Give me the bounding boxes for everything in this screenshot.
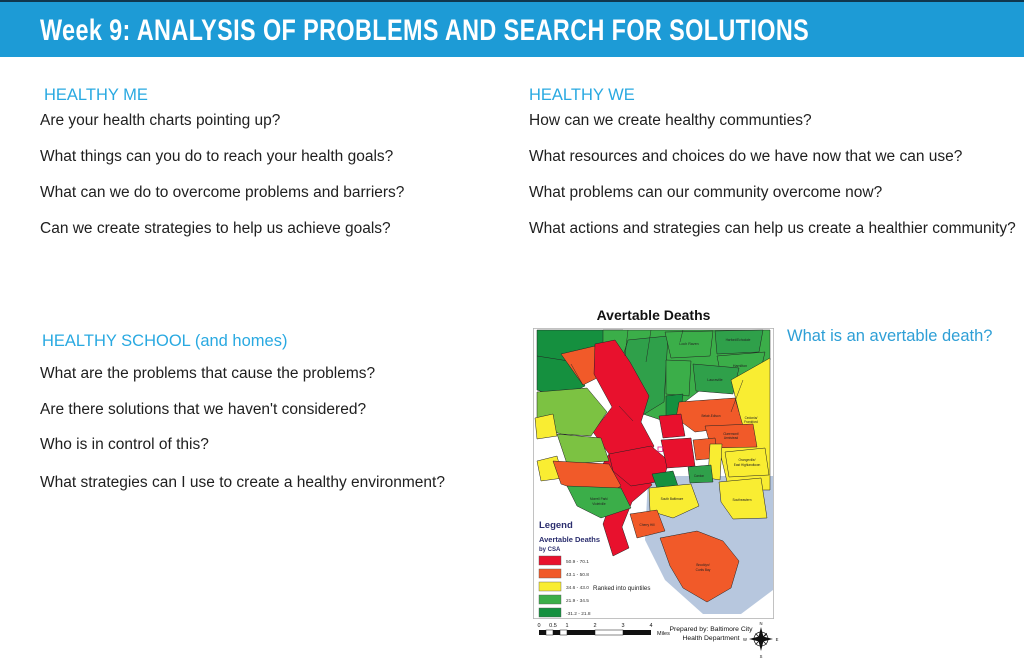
legend-range-q3: 34.6 - 43.0 xyxy=(566,586,589,591)
scale-bar xyxy=(537,623,670,637)
region-label: Cedonia/ xyxy=(744,416,758,420)
healthy-we-question-2: What resources and choices do we have now that we can use? xyxy=(529,148,963,165)
scale-segment xyxy=(567,630,595,635)
region-label: Orangeville/ xyxy=(738,458,756,462)
legend-range-q4: 21.9 - 34.5 xyxy=(566,599,589,604)
scale-tick-05: 0.5 xyxy=(549,623,557,629)
scale-tick-0: 0 xyxy=(537,623,541,629)
attribution-line-2: Health Department xyxy=(682,635,740,642)
region-label: Hamilton xyxy=(732,364,748,368)
healthy-school-question-1: What are the problems that cause the problems? xyxy=(40,365,376,382)
healthy-me-question-3: What can we do to overcome problems and barriers? xyxy=(40,184,405,201)
region-label: South Baltimore xyxy=(660,497,684,501)
compass-s: S xyxy=(759,654,763,659)
region-label: Violetville xyxy=(592,502,606,506)
map-attribution xyxy=(669,626,753,642)
healthy-school-question-3: Who is in control of this? xyxy=(40,436,209,453)
region-label: Lauraville xyxy=(707,378,723,382)
legend-range-q2: 43.1 - 50.8 xyxy=(566,573,589,578)
heading-healthy-me: HEALTHY ME xyxy=(44,86,148,104)
healthy-me-question-4: Can we create strategies to help us achieve goals? xyxy=(40,220,391,237)
region-label: Morrell Park/ xyxy=(589,497,609,501)
legend-swatch-q2 xyxy=(539,569,561,578)
page-title: Week 9: ANALYSIS OF PROBLEMS AND SEARCH FOR SOLUTIONS xyxy=(40,14,810,47)
healthy-me-question-2: What things can you do to reach your health goals? xyxy=(40,148,394,165)
region-label: Cherry Hill xyxy=(639,523,655,527)
region-label: Claremont/ xyxy=(723,432,739,436)
scale-segment xyxy=(560,630,567,635)
legend-note: Ranked into quintiles xyxy=(593,585,651,592)
compass-n: N xyxy=(759,621,763,626)
healthy-we-question-1: How can we create healthy communties? xyxy=(529,112,812,129)
region-label: Frankford xyxy=(744,420,758,424)
csa-region xyxy=(661,438,695,468)
legend-range-q5: -31.2 - 21.8 xyxy=(566,612,591,617)
csa-region xyxy=(535,414,557,439)
healthy-we-question-3: What problems can our community overcome now? xyxy=(529,184,883,201)
legend-by-csa: by CSA xyxy=(539,547,561,553)
avertable-death-question: What is an avertable death? xyxy=(787,327,993,345)
map-footer xyxy=(533,619,780,661)
region-label: Armistead xyxy=(723,436,739,440)
avertable-deaths-map xyxy=(533,328,774,619)
region-label: Belair-Edison xyxy=(701,414,721,418)
attribution-line-1: Prepared by: Baltimore City xyxy=(669,626,753,633)
legend-swatch-q1 xyxy=(539,556,561,565)
scale-tick-4: 4 xyxy=(649,623,653,629)
compass-e: E xyxy=(775,637,779,642)
healthy-school-question-4: What strategies can I use to create a healthy environment? xyxy=(40,474,445,491)
highlight-box xyxy=(658,447,663,452)
compass-w: W xyxy=(743,637,747,642)
region-label: Harford/Echodale xyxy=(725,338,751,342)
region-label: East Highlandtown xyxy=(733,463,761,467)
legend-range-q1: 50.9 - 70.1 xyxy=(566,560,589,565)
region-label: Curtis Bay xyxy=(695,568,711,572)
legend-swatch-q4 xyxy=(539,595,561,604)
scale-tick-1: 1 xyxy=(565,623,569,629)
scale-unit: Miles xyxy=(657,631,670,637)
region-label: Southeastern xyxy=(732,498,752,502)
map-title: Avertable Deaths xyxy=(596,307,711,323)
scale-segment xyxy=(546,630,553,635)
healthy-school-question-2: Are there solutions that we haven't considered? xyxy=(40,401,367,418)
legend-swatch-q3 xyxy=(539,582,561,591)
region-label: Loch Raven xyxy=(679,342,699,346)
region-label: Brooklyn/ xyxy=(696,563,710,567)
scale-tick-3: 3 xyxy=(621,623,625,629)
scale-segment xyxy=(595,630,623,635)
csa-region xyxy=(659,414,685,438)
healthy-we-question-4: What actions and strategies can help us create a healthier community? xyxy=(529,220,1016,237)
legend-subtitle: Avertable Deaths xyxy=(539,535,600,544)
heading-healthy-we: HEALTHY WE xyxy=(529,86,635,104)
scale-segment xyxy=(623,630,651,635)
healthy-me-question-1: Are your health charts pointing up? xyxy=(40,112,281,129)
legend-title: Legend xyxy=(539,520,573,531)
csa-region xyxy=(715,330,763,354)
scale-tick-2: 2 xyxy=(593,623,597,629)
region-label: Canton xyxy=(693,474,705,478)
header-bar xyxy=(0,0,1024,57)
csa-region xyxy=(666,360,691,396)
heading-healthy-school: HEALTHY SCHOOL (and homes) xyxy=(42,332,288,350)
scale-segment xyxy=(539,630,546,635)
scale-segment xyxy=(553,630,560,635)
legend-swatch-q5 xyxy=(539,608,561,617)
